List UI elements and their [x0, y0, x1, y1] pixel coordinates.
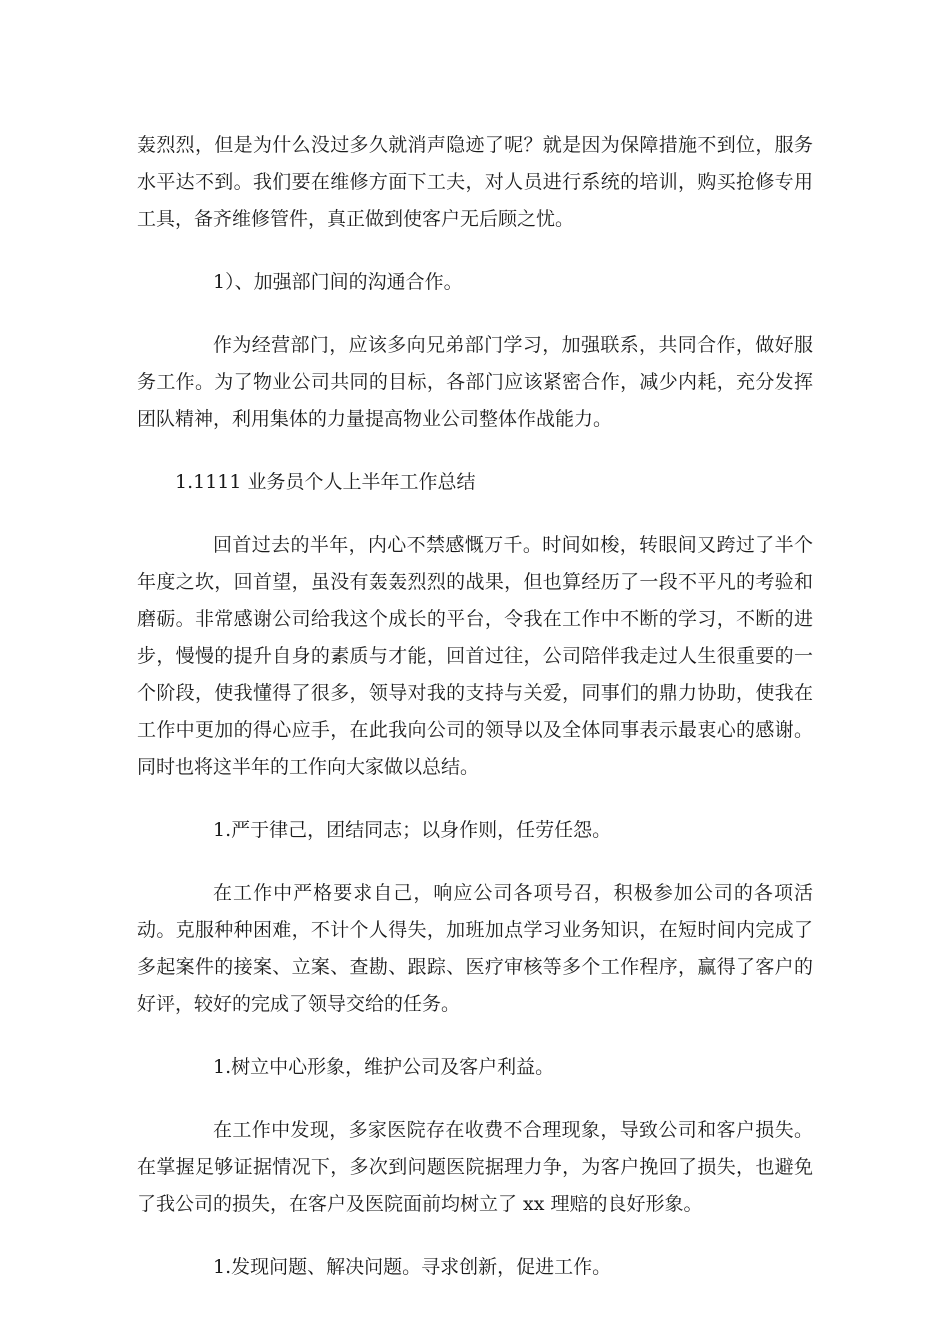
list-item-communication: 1）、加强部门间的沟通合作。	[213, 271, 463, 293]
list-item-image: 1.树立中心形象，维护公司及客户利益。	[213, 1056, 555, 1078]
document-page	[137, 127, 813, 1312]
section-heading: 1.1111 业务员个人上半年工作总结	[175, 471, 476, 493]
paragraph-body: 作为经营部门，应该多向兄弟部门学习，加强联系，共同合作，做好服务工作。为了物业公司共同的目标，各部门应该紧密合作，减少内耗，充分发挥团队精神，利用集体的力量提高物业公司整体作战能力。	[137, 334, 813, 430]
list-item-innovation: 1.发现问题、解决问题。寻求创新，促进工作。	[213, 1256, 612, 1278]
paragraph-continued: 轰烈烈，但是为什么没过多久就消声隐迹了呢？就是因为保障措施不到位，服务水平达不到。我们要在维修方面下工夫，对人员进行系统的培训，购买抢修专用工具，备齐维修管件，真正做到使客户无后顾之忧。	[137, 134, 813, 230]
list-item-discipline: 1.严于律己，团结同志；以身作则，任劳任怨。	[213, 819, 612, 841]
paragraph-body: 在工作中发现，多家医院存在收费不合理现象，导致公司和客户损失。在掌握足够证据情况下，多次到问题医院据理力争，为客户挽回了损失，也避免了我公司的损失，在客户及医院面前均树立了 xx 理赔的良好形象。	[137, 1119, 813, 1215]
paragraph-body: 回首过去的半年，内心不禁感慨万千。时间如梭，转眼间又跨过了半个年度之坎，回首望，虽没有轰轰烈烈的战果，但也算经历了一段不平凡的考验和磨砺。非常感谢公司给我这个成长的平台，令我在工作中不断的学习，不断的进步，慢慢的提升自身的素质与才能，回首过往，公司陪伴我走过人生很重要的一个阶段，使我懂得了很多，领导对我的支持与关爱，同事们的鼎力协助，使我在工作中更加的得心应手，在此我向公司的领导以及全体同事表示最衷心的感谢。同时也将这半年的工作向大家做以总结。	[137, 534, 813, 778]
paragraph-body: 在工作中严格要求自己，响应公司各项号召，积极参加公司的各项活动。克服种种困难，不计个人得失，加班加点学习业务知识，在短时间内完成了多起案件的接案、立案、查勘、跟踪、医疗审核等多个工作程序，赢得了客户的好评，较好的完成了领导交给的任务。	[137, 882, 813, 1015]
